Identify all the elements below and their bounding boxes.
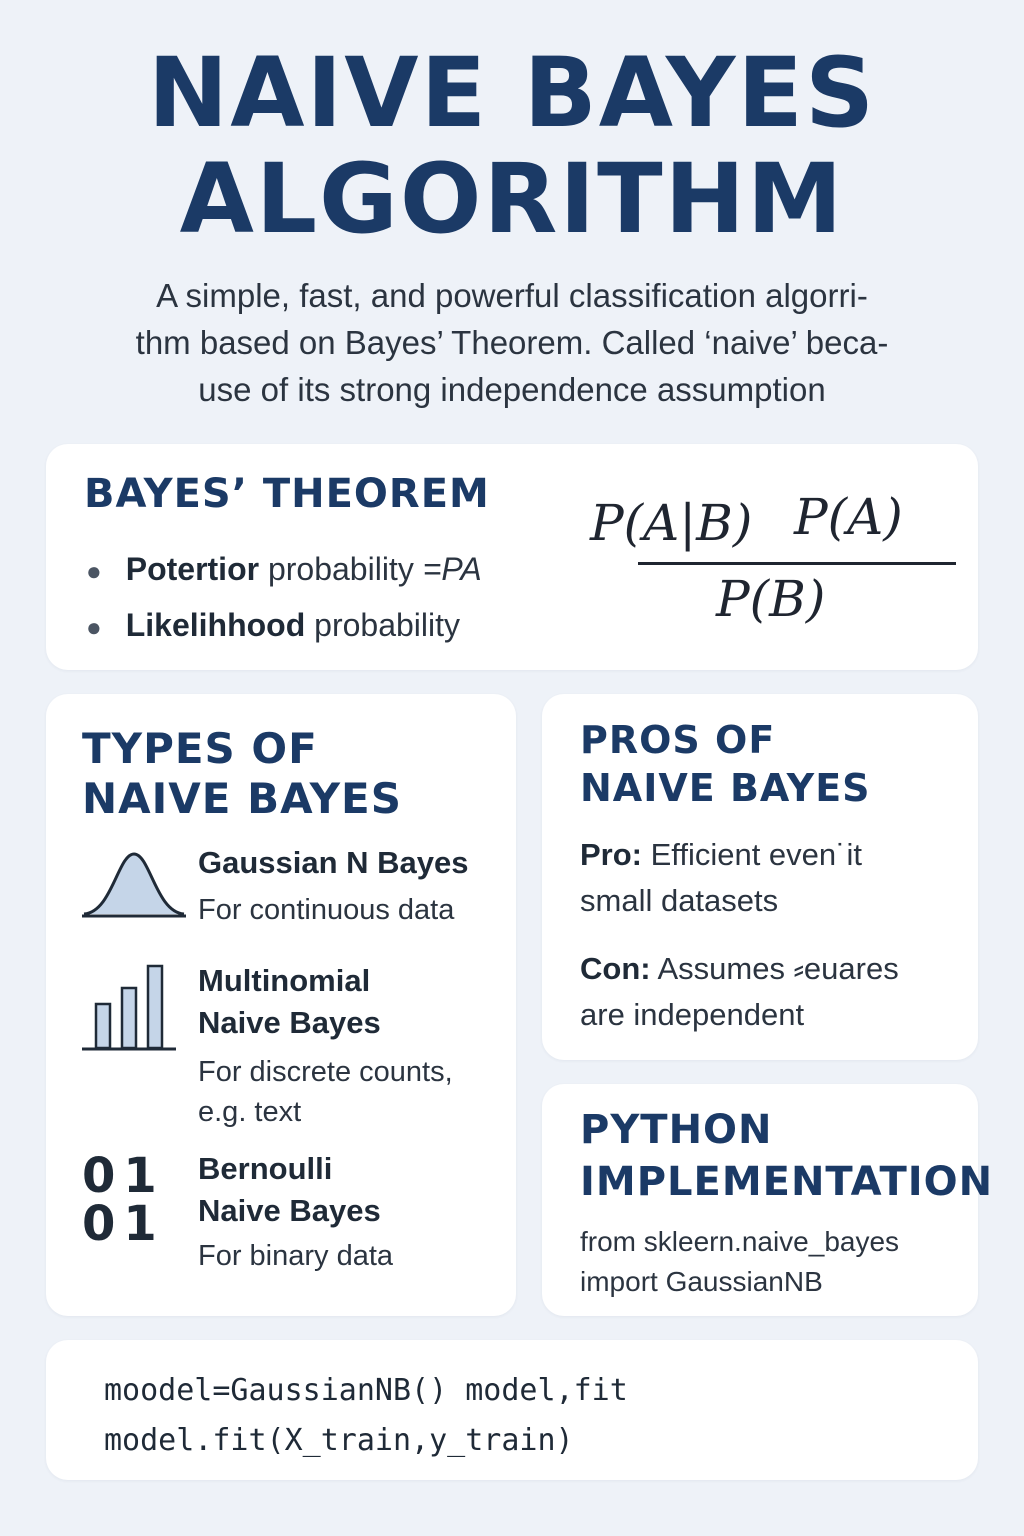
type-name-line: Multinomial <box>198 963 371 998</box>
bullet-text: probability <box>305 607 461 643</box>
pro-line-2: small datasets <box>580 883 779 918</box>
con-line-1-text: Assumes ⸗euares <box>650 951 899 986</box>
intro-line-3: use of its strong independence assumption <box>198 371 826 408</box>
pro-label: Pro: <box>580 837 642 872</box>
bayes-bullet-list <box>86 542 482 654</box>
intro-line-1: A simple, fast, and powerful classification algorri- <box>156 277 868 314</box>
type-name-line: Naive Bayes <box>198 1005 381 1040</box>
code-card <box>46 1340 978 1480</box>
intro-line-2: thm based on Bayes’ Theorem. Called ‘naive’ beca- <box>135 324 889 361</box>
type-desc-line: For continuous data <box>198 894 455 926</box>
pros-card <box>542 694 978 1060</box>
type-description <box>198 1236 393 1276</box>
bullet-suffix: =PA <box>422 551 482 587</box>
binary-row: 01 <box>82 1148 165 1204</box>
bullet-posterior <box>86 542 482 598</box>
type-name-line: Gaussian N Bayes <box>198 845 469 880</box>
title-line-2: ALGORITHM <box>179 143 845 255</box>
con-text <box>580 946 899 1038</box>
bullet-dot-icon: ● <box>86 612 102 642</box>
pro-text <box>580 832 862 924</box>
python-import-text <box>580 1222 899 1302</box>
type-name-line: Bernoulli <box>198 1151 333 1186</box>
type-desc-line: For discrete counts, <box>198 1056 453 1088</box>
con-line-2: are independent <box>580 997 805 1032</box>
type-name <box>198 842 469 884</box>
page-title <box>0 37 1024 255</box>
code-line-2: model.fit(X_train,y_train) <box>104 1423 574 1458</box>
type-description <box>198 1052 453 1132</box>
python-import-line-2: import GaussianNB <box>580 1266 823 1297</box>
type-description <box>198 890 454 930</box>
bullet-term: Likelihhood <box>125 607 306 643</box>
python-heading <box>580 1104 993 1208</box>
code-line-1: moodel=GaussianNB() model,fit <box>104 1373 628 1408</box>
pro-line-1-text: Efficient even˙it <box>642 837 862 872</box>
types-card <box>46 694 516 1316</box>
python-import-line-1: from skleern.naive_bayes <box>580 1226 900 1257</box>
bell-curve-icon <box>82 846 186 920</box>
bullet-text: probability <box>259 551 423 587</box>
type-name <box>198 960 381 1044</box>
type-name-line: Naive Bayes <box>198 1193 381 1228</box>
bayes-formula <box>586 488 966 642</box>
pro-line-1 <box>580 832 862 878</box>
types-heading-line-1: TYPES OF <box>82 724 318 773</box>
bayes-theorem-card <box>46 444 978 670</box>
pros-heading-line-2: NAIVE BAYES <box>580 766 871 810</box>
python-card <box>542 1084 994 1316</box>
bayes-heading: BAYES’ THEOREM <box>84 471 490 517</box>
bullet-likelihood <box>86 598 482 654</box>
formula-fraction-bar <box>638 562 956 565</box>
code-block <box>104 1366 628 1466</box>
binary-row: 01 <box>82 1196 165 1252</box>
title-line-1: NAIVE BAYES <box>147 37 877 149</box>
formula-numerator-left: P(A|B) <box>590 494 753 552</box>
types-heading-line-2: NAIVE BAYES <box>82 774 402 823</box>
type-name <box>198 1148 381 1232</box>
formula-numerator-right: P(A) <box>794 488 903 546</box>
python-heading-line-1: PYTHON <box>580 1107 773 1153</box>
formula-denominator: P(B) <box>716 570 826 628</box>
bullet-dot-icon: ● <box>86 556 102 586</box>
pros-heading-line-1: PROS OF <box>580 718 776 762</box>
python-heading-line-2: IMPLEMENTATION <box>580 1159 994 1205</box>
type-desc-line: e.g. text <box>198 1096 302 1128</box>
binary-icon <box>82 1148 165 1252</box>
con-label: Con: <box>580 951 651 986</box>
intro-text <box>80 272 944 413</box>
types-heading <box>82 724 402 824</box>
bullet-term: Potertior <box>125 551 260 587</box>
bar-chart-icon <box>82 960 178 1052</box>
con-line-1 <box>580 946 899 992</box>
type-desc-line: For binary data <box>198 1240 394 1272</box>
pros-heading <box>580 716 871 812</box>
